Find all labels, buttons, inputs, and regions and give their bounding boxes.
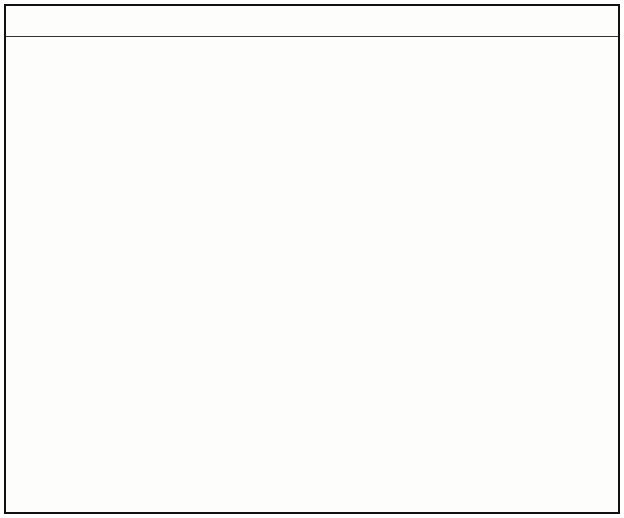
notice-body [6,37,618,489]
notice-signature [16,493,608,504]
notice-footer [6,489,618,512]
notice-header [6,6,618,37]
notice-title [16,14,608,30]
auction-notice [4,4,620,514]
